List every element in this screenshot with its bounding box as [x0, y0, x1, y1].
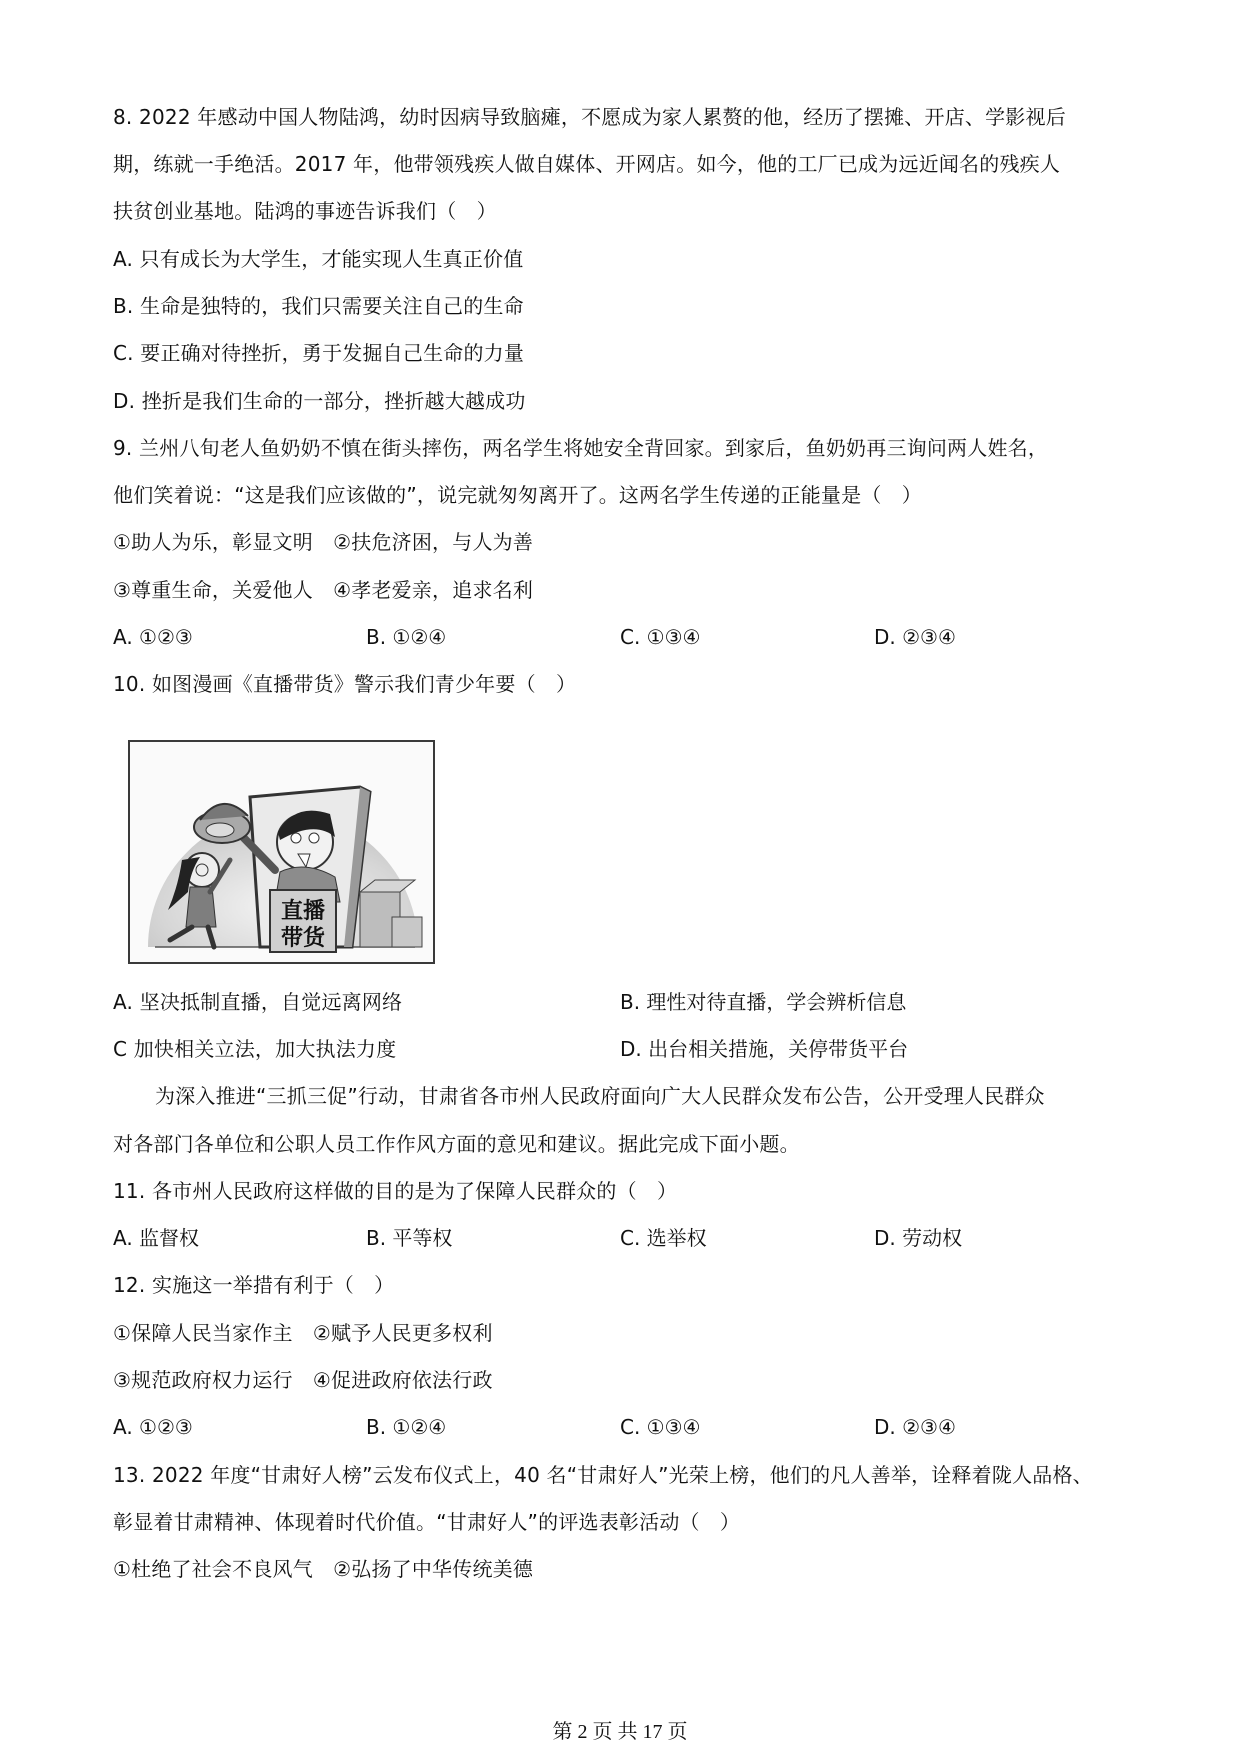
q12-statements-line-2: ③规范政府权力运行 ④促进政府依法行政: [113, 1368, 493, 1392]
q10-option-d: D. 出台相关措施，关停带货平台: [620, 1037, 909, 1061]
sign-text-bottom: 带货: [280, 926, 326, 951]
q8-stem-line-3: 扶贫创业基地。陆鸿的事迹告诉我们（ ）: [113, 199, 497, 223]
q11-stem: 11. 各市州人民政府这样做的目的是为了保障人民群众的（ ）: [113, 1179, 678, 1203]
q12-statements-line-1: ①保障人民当家作主 ②赋予人民更多权利: [113, 1321, 493, 1345]
q11-option-b: B. 平等权: [366, 1226, 453, 1250]
page-number-footer: 第 2 页 共 17 页: [552, 1721, 688, 1743]
q8-option-b: B. 生命是独特的，我们只需要关注自己的生命: [113, 294, 524, 318]
q8-option-d: D. 挫折是我们生命的一部分，挫折越大越成功: [113, 389, 526, 413]
cartoon-figure-live-streaming: [128, 740, 435, 964]
q10-stem: 10. 如图漫画《直播带货》警示我们青少年要（ ）: [113, 672, 577, 696]
q12-option-b: B. ①②④: [366, 1415, 447, 1439]
material-line-2: 对各部门各单位和公职人员工作作风方面的意见和建议。据此完成下面小题。: [113, 1132, 800, 1156]
q9-option-b: B. ①②④: [366, 625, 447, 649]
q12-stem: 12. 实施这一举措有利于（ ）: [113, 1273, 395, 1297]
q9-statements-line-1: ①助人为乐，彰显文明 ②扶危济困，与人为善: [113, 530, 534, 554]
q9-option-c: C. ①③④: [620, 625, 701, 649]
q10-option-a: A. 坚决抵制直播，自觉远离网络: [113, 990, 403, 1014]
q11-option-d: D. 劳动权: [874, 1226, 963, 1250]
q11-option-c: C. 选举权: [620, 1226, 707, 1250]
q12-option-d: D. ②③④: [874, 1415, 956, 1439]
q8-stem-line-1: 8. 2022 年感动中国人物陆鸿，幼时因病导致脑瘫，不愿成为家人累赘的他，经历了摆摊、开店、学影视后: [113, 105, 1066, 129]
q12-option-a: A. ①②③: [113, 1415, 193, 1439]
cartoon-illustration: [130, 742, 433, 962]
q9-option-d: D. ②③④: [874, 625, 956, 649]
q9-stem-line-1: 9. 兰州八旬老人鱼奶奶不慎在街头摔伤，两名学生将她安全背回家。到家后，鱼奶奶再三询问两人姓名，: [113, 436, 1049, 460]
q8-option-a: A. 只有成长为大学生，才能实现人生真正价值: [113, 247, 524, 271]
q10-option-b: B. 理性对待直播，学会辨析信息: [620, 990, 907, 1014]
q11-option-a: A. 监督权: [113, 1226, 200, 1250]
q9-option-a: A. ①②③: [113, 625, 193, 649]
q8-stem-line-2: 期，练就一手绝活。2017 年，他带领残疾人做自媒体、开网店。如今，他的工厂已成为远近闻名的残疾人: [113, 152, 1061, 176]
q13-statements-line-1: ①杜绝了社会不良风气 ②弘扬了中华传统美德: [113, 1557, 534, 1581]
q9-stem-line-2: 他们笑着说：“这是我们应该做的”，说完就匆匆离开了。这两名学生传递的正能量是（ ）: [113, 483, 922, 507]
q9-statements-line-2: ③尊重生命，关爱他人 ④孝老爱亲，追求名利: [113, 578, 534, 602]
q13-stem-line-2: 彰显着甘肃精神、体现着时代价值。“甘肃好人”的评选表彰活动（ ）: [113, 1510, 741, 1534]
material-line-1: 为深入推进“三抓三促”行动，甘肃省各市州人民政府面向广大人民群众发布公告，公开受理人民群众: [155, 1084, 1045, 1108]
q12-option-c: C. ①③④: [620, 1415, 701, 1439]
q13-stem-line-1: 13. 2022 年度“甘肃好人榜”云发布仪式上，40 名“甘肃好人”光荣上榜，他们的凡人善举，诠释着陇人品格、: [113, 1463, 1093, 1487]
q10-option-c: C 加快相关立法，加大执法力度: [113, 1037, 397, 1061]
q8-option-c: C. 要正确对待挫折，勇于发掘自己生命的力量: [113, 341, 525, 365]
sign-text-top: 直播: [280, 899, 326, 924]
